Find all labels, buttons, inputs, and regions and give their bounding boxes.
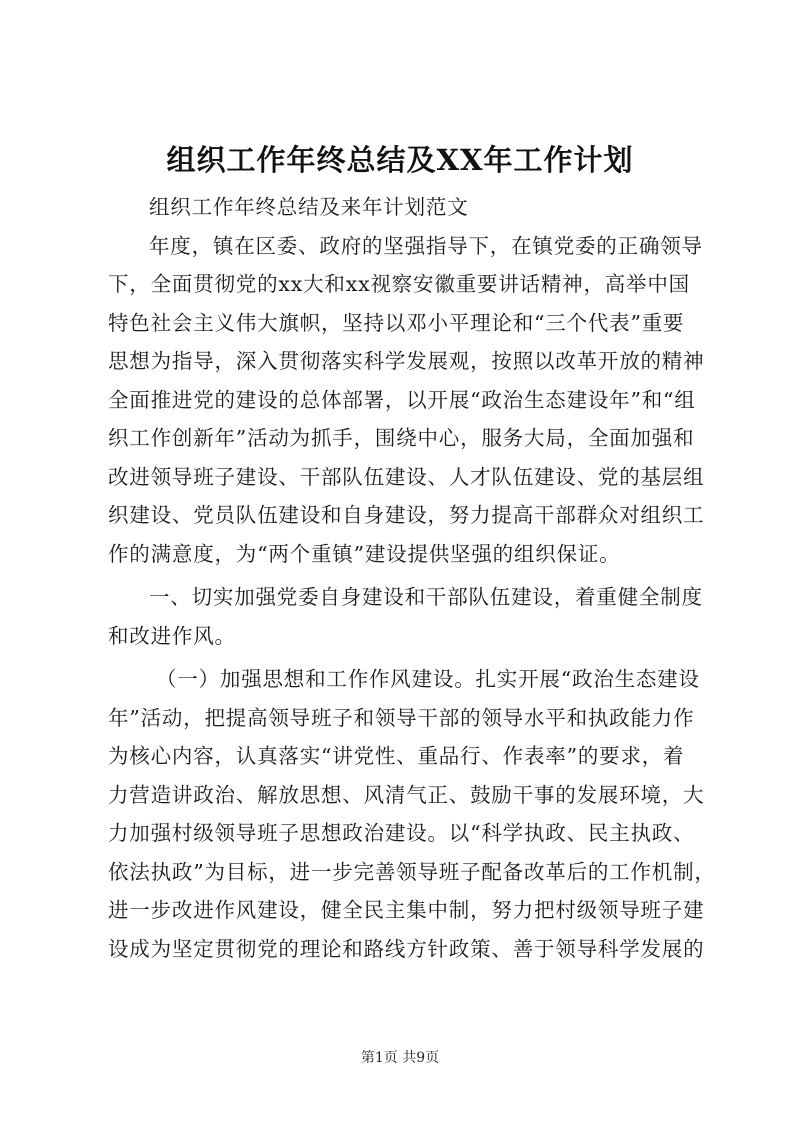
paragraph-line: 特色社会主义伟大旗帜，坚持以邓小平理论和“三个代表”重要 (108, 310, 685, 335)
paragraph-line: 作的满意度，为“两个重镇”建设提供坚强的组织保证。 (108, 541, 621, 566)
paragraph-line: 设成为坚定贯彻党的理论和路线方针政策、善于领导科学发展的 (108, 936, 705, 961)
paragraph-line: 织工作创新年”活动为抓手，围绕中心，服务大局，全面加强和 (108, 426, 695, 450)
paragraph-line: 进一步改进作风建设，健全民主集中制，努力把村级领导班子建 (108, 898, 705, 922)
paragraph-line: （一）加强思想和工作作风建设。扎实开展“政治生态建设 (156, 667, 700, 691)
paragraph-line: 思想为指导，深入贯彻落实科学发展观，按照以改革开放的精神 (108, 349, 705, 373)
paragraph-line: 年度，镇在区委、政府的坚强指导下，在镇党委的正确领导 (149, 233, 703, 258)
section-heading-line: 和改进作风。 (108, 623, 236, 648)
paragraph-line: 织建设、党员队伍建设和自身建设，努力提高干部群众对组织工 (108, 503, 705, 527)
paragraph-line: 全面推进党的建设的总体部署，以开展“政治生态建设年”和“组 (108, 387, 696, 412)
paragraph-line: 力营造讲政治、解放思想、风清气正、鼓励干事的发展环境，大 (108, 782, 705, 807)
section-heading-line: 一、切实加强党委自身建设和干部队伍建设，着重健全制度 (149, 585, 703, 609)
paragraph-line: 为核心内容，认真落实“讲党性、重品行、作表率”的要求，着 (108, 744, 685, 768)
paragraph-line: 依法执政”为目标，进一步完善领导班子配备改革后的工作机制， (108, 859, 716, 884)
document-body (108, 188, 716, 968)
paragraph-line: 年”活动，把提高领导班子和领导干部的领导水平和执政能力作 (108, 705, 695, 730)
paragraph-line: 改进领导班子建设、干部队伍建设、人才队伍建设、党的基层组 (108, 464, 705, 489)
page-footer: 第1页 共9页 (360, 1050, 440, 1066)
document-title: 组织工作年终总结及XX年工作计划 (166, 143, 634, 177)
paragraph-line: 力加强村级领导班子思想政治建设。以“科学执政、民主执政、 (108, 821, 695, 845)
subtitle-line: 组织工作年终总结及来年计划范文 (149, 195, 469, 219)
paragraph-line: 下，全面贯彻党的xx大和xx视察安徽重要讲话精神，高举中国 (108, 272, 690, 296)
